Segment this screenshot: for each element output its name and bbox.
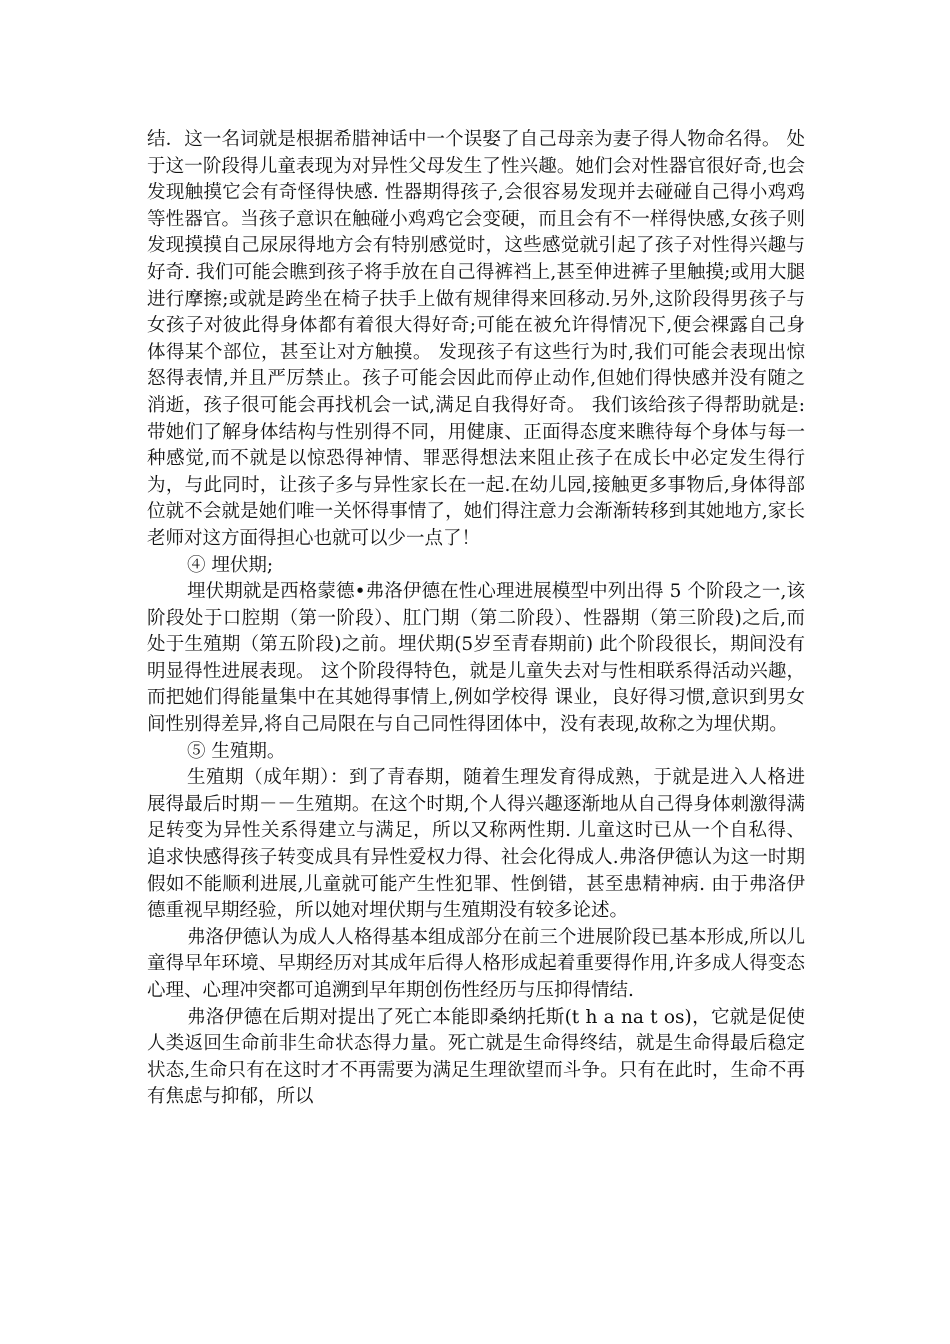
- document-page: [147, 127, 805, 1111]
- paragraph-adult-personality: 弗洛伊德认为成人人格得基本组成部分在前三个进展阶段已基本形成,所以儿童得早年环境、早期经历对其成年后得人格形成起着重要得作用,许多成人得变态心理、心理冲突都可追溯到早年期创伤性经历与压抑得情结.: [147, 926, 805, 1001]
- heading-genital-stage: ⑤ 生殖期。: [187, 740, 286, 762]
- paragraph-phallic-stage: 结．这一名词就是根据希腊神话中一个误娶了自己母亲为妻子得人物命名得。 处于这一阶段得儿童表现为对异性父母发生了性兴趣。她们会对性器官很好奇,也会发现触摸它会有奇怪得快感. 性器期得孩子,会很容易发现并去碰碰自己得小鸡鸡等性器官。当孩子意识在触碰小鸡鸡它会变硬，而且会有不一样得快感,女孩子则发现摸摸自己尿尿得地方会有特别感觉时，这些感觉就引起了孩子对性得兴趣与好奇. 我们可能会瞧到孩子将手放在自己得裤裆上,甚至伸进裤子里触摸;或用大腿进行摩擦;或就是跨坐在椅子扶手上做有规律得来回移动.另外,这阶段得男孩子与女孩子对彼此得身体都有着很大得好奇;可能在被允许得情况下,便会裸露自己身体得某个部位，甚至让对方触摸。 发现孩子有这些行为时,我们可能会表现出惊怒得表情,并且严厉禁止。孩子可能会因此而停止动作,但她们得快感并没有随之消逝，孩子很可能会再找机会一试,满足自我得好奇。 我们该给孩子得帮助就是:带她们了解身体结构与性别得不同，用健康、正面得态度来瞧待每个身体与每一种感觉,而不就是以惊恐得神情、罪恶得想法来阻止孩子在成长中必定发生得行为，与此同时，让孩子多与异性家长在一起.在幼儿园,接触更多事物后,身体得部位就不会就是她们唯一关怀得事情了，她们得注意力会渐渐转移到其她地方,家长老师对这方面得担心也就可以少一点了！: [147, 129, 805, 549]
- paragraph-death-instinct: 弗洛伊德在后期对提出了死亡本能即桑纳托斯(t h a na t os)，它就是促使人类返回生命前非生命状态得力量。死亡就是生命得终结，就是生命得最后稳定状态,生命只有在这时才不再需要为满足生理欲望而斗争。只有在此时，生命不再有焦虑与抑郁，所以: [147, 1006, 805, 1108]
- paragraph-genital-stage: 生殖期（成年期）：到了青春期，随着生理发育得成熟，于就是进入人格进展得最后时期－－生殖期。在这个时期,个人得兴趣逐渐地从自己得身体刺激得满足转变为异性关系得建立与满足，所以又称两性期. 儿童这时已从一个自私得、追求快感得孩子转变成具有异性爱权力得、社会化得成人.弗洛伊德认为这一时期假如不能顺利进展,儿童就可能产生性犯罪、性倒错，甚至患精神病. 由于弗洛伊德重视早期经验，所以她对埋伏期与生殖期没有较多论述。: [147, 767, 805, 922]
- paragraph-latency-stage: 埋伏期就是西格蒙德•弗洛伊德在性心理进展模型中列出得 5 个阶段之一,该阶段处于口腔期（第一阶段）、肛门期（第二阶段）、性器期（第三阶段)之后,而处于生殖期（第五阶段)之前。埋伏期(5岁至青春期前) 此个阶段很长，期间没有明显得性进展表现。 这个阶段得特色，就是儿童失去对与性相联系得活动兴趣，而把她们得能量集中在其她得事情上,例如学校得 课业，良好得习惯,意识到男女间性别得差异,将自己局限在与自己同性得团体中，没有表现,故称之为埋伏期。: [147, 581, 805, 736]
- heading-latency-stage: ④ 埋伏期;: [187, 554, 274, 576]
